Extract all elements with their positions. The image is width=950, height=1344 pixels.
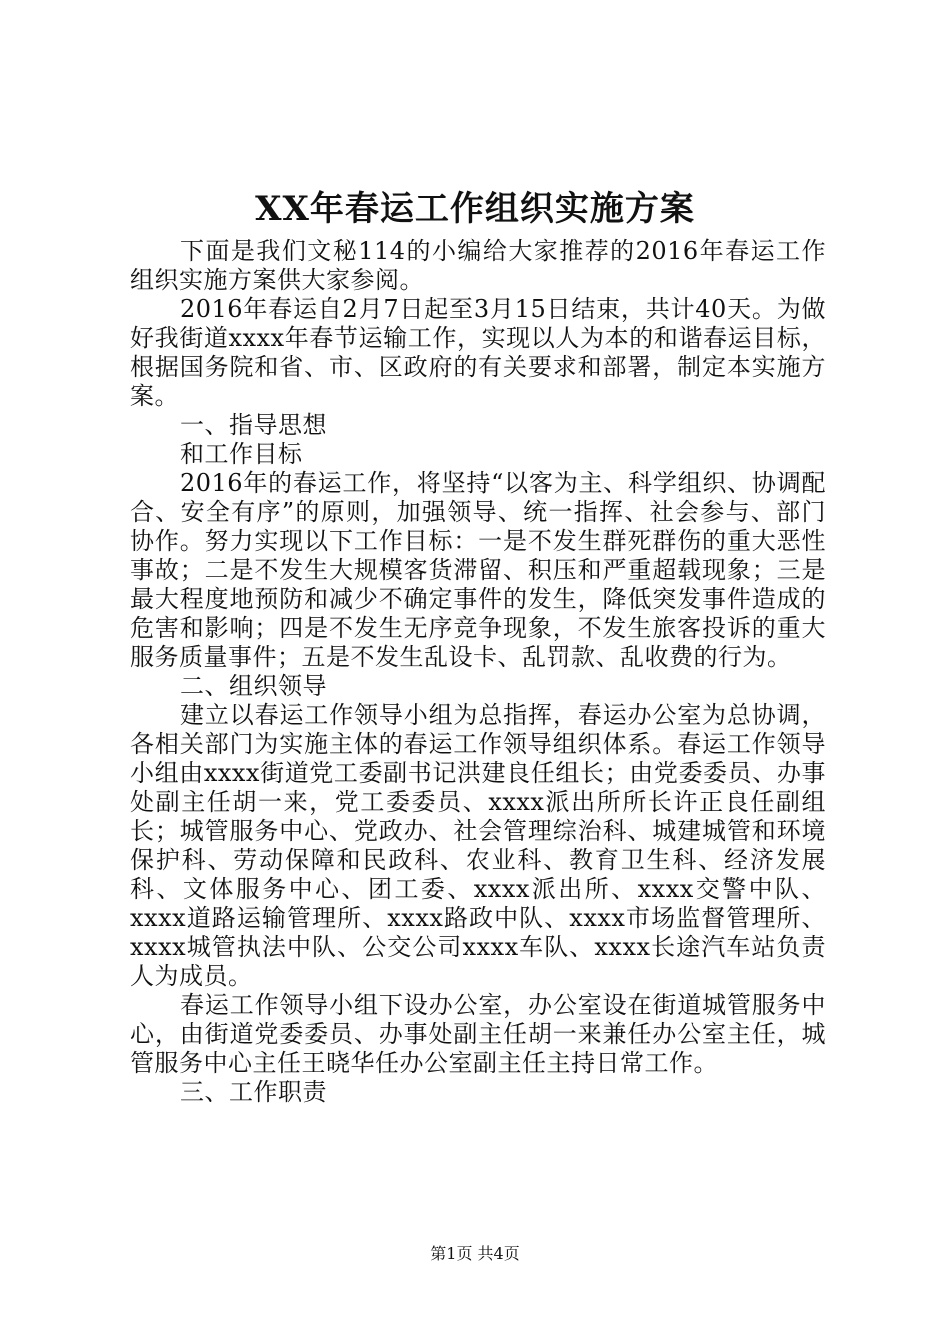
section-heading-guiding-ideology: 一、指导思想	[180, 411, 327, 439]
paragraph-schedule: 2016年春运自2月7日起至3月15日结束，共计40天。为做好我街道xxxx年春节运输工作，实现以人为本的和谐春运目标，根据国务院和省、市、区政府的有关要求和部署，制定本实施方案。	[130, 295, 826, 410]
paragraph-goals: 2016年的春运工作，将坚持“以客为主、科学组织、协调配合、安全有序”的原则，加强领导、统一指挥、社会参与、部门协作。努力实现以下工作目标：一是不发生群死群伤的重大恶性事故；二是不发生大规模客货滞留、积压和严重超载现象；三是最大程度地预防和减少不确定事件的发生，降低突发事件造成的危害和影响；四是不发生无序竞争现象，不发生旅客投诉的重大服务质量事件；五是不发生乱设卡、乱罚款、乱收费的行为。	[130, 469, 826, 671]
paragraph-intro: 下面是我们文秘114的小编给大家推荐的2016年春运工作组织实施方案供大家参阅。	[130, 237, 826, 294]
document-body	[130, 237, 826, 1107]
page-number: 第1页 共4页	[430, 1244, 520, 1263]
section-heading-work-goals: 和工作目标	[180, 440, 303, 468]
document-title: XX年春运工作组织实施方案	[255, 189, 695, 229]
section-heading-organization: 二、组织领导	[180, 672, 327, 700]
section-heading-responsibilities: 三、工作职责	[180, 1078, 327, 1106]
paragraph-organization: 建立以春运工作领导小组为总指挥，春运办公室为总协调，各相关部门为实施主体的春运工作领导组织体系。春运工作领导小组由xxxx街道党工委副书记洪建良任组长；由党委委员、办事处副主任胡一来，党工委委员、xxxx派出所所长许正良任副组长；城管服务中心、党政办、社会管理综治科、城建城管和环境保护科、劳动保障和民政科、农业科、教育卫生科、经济发展科、文体服务中心、团工委、xxxx派出所、xxxx交警中队、xxxx道路运输管理所、xxxx路政中队、xxxx市场监督管理所、xxxx城管执法中队、公交公司xxxx车队、xxxx长途汽车站负责人为成员。	[130, 701, 826, 990]
paragraph-office: 春运工作领导小组下设办公室，办公室设在街道城管服务中心，由街道党委委员、办事处副主任胡一来兼任办公室主任，城管服务中心主任王晓华任办公室副主任主持日常工作。	[130, 991, 826, 1077]
